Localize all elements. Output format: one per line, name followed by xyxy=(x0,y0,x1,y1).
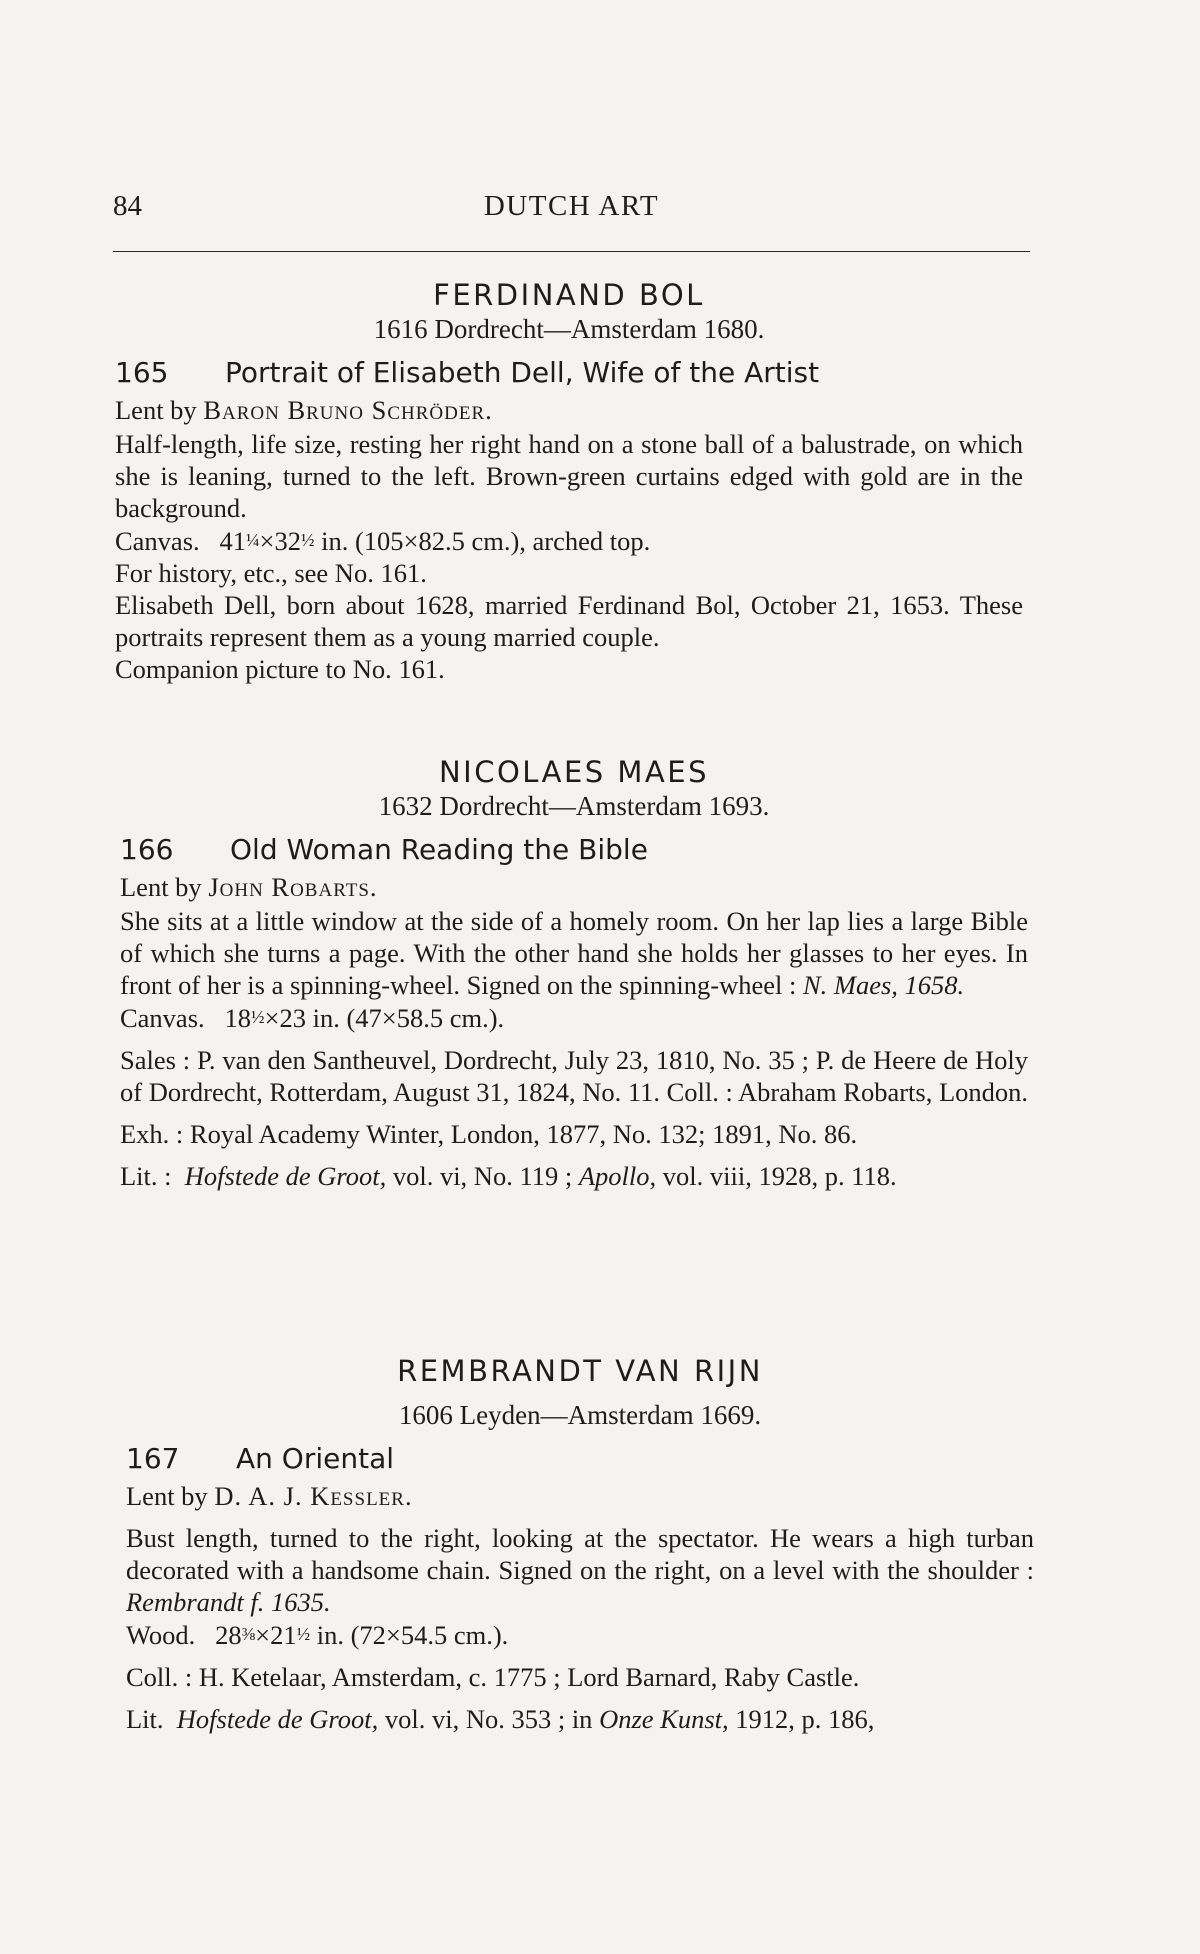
size-rest: in. (105×82.5 cm.), arched top. xyxy=(321,526,651,556)
literature-line xyxy=(120,1160,1028,1192)
size-whole-1: 41 xyxy=(219,526,247,556)
medium-size: Wood. 28⅜×21½ in. (72×54.5 cm.). xyxy=(126,1620,509,1650)
lender-name: D. A. J. Kessler. xyxy=(214,1481,413,1511)
exhibition-line: Exh. : Royal Academy Winter, London, 1877, No. 132; 1891, No. 86. xyxy=(120,1119,858,1149)
size-whole-2: 23 xyxy=(279,1003,306,1033)
entry-title: Portrait of Elisabeth Dell, Wife of the Artist xyxy=(225,356,820,389)
size-rest: in. (47×58.5 cm.). xyxy=(312,1003,505,1033)
collection-line: Coll. : H. Ketelaar, Amsterdam, c. 1775 ; Lord Barnard, Raby Castle. xyxy=(126,1662,860,1692)
history-line: For history, etc., see No. 161. xyxy=(115,558,427,588)
artist-section-bol xyxy=(115,278,1023,685)
lit-ref-2: Apollo, xyxy=(578,1161,657,1191)
lit-text-2: vol. viii, 1928, p. 118. xyxy=(662,1161,897,1191)
lit-ref-2: Onze Kunst, xyxy=(599,1704,729,1734)
lender-line xyxy=(120,871,1028,903)
artist-section-rembrandt xyxy=(126,1354,1034,1735)
entry-heading xyxy=(126,1440,1034,1478)
size-whole-1: 18 xyxy=(224,1003,252,1033)
size-frac-2: ½ xyxy=(300,530,315,550)
description-text: Bust length, turned to the right, looking at the spectator. He wears a high turban decorated with a handsome chain. Signed on the right, on a level with the shoulder : xyxy=(126,1523,1034,1585)
lender-line xyxy=(126,1480,1034,1512)
signature: N. Maes, 1658. xyxy=(802,970,965,1000)
signature: Rembrandt f. 1635. xyxy=(126,1587,331,1617)
entry-heading xyxy=(115,354,1023,392)
medium-size: Canvas. 41¼×32½ in. (105×82.5 cm.), arched top. xyxy=(115,526,651,556)
lit-text-1: vol. vi, No. 353 ; in xyxy=(384,1704,593,1734)
size-whole-2: 32 xyxy=(274,526,301,556)
lit-label: Lit. xyxy=(126,1704,164,1734)
size-frac-1: ¼ xyxy=(246,530,260,550)
size-whole-2: 21 xyxy=(270,1620,297,1650)
artist-name: NICOLAES MAES xyxy=(438,755,710,789)
entry-heading xyxy=(120,831,1028,869)
sales-line: Sales : P. van den Santheuvel, Dordrecht, July 23, 1810, No. 35 ; P. de Heere de Holy of Dordrecht, Rotterdam, August 31, 1824, No. 11. Coll. : Abraham Robarts, London. xyxy=(120,1045,1029,1107)
medium-size: Canvas. 18½×23 in. (47×58.5 cm.). xyxy=(120,1003,505,1033)
artist-section-maes xyxy=(120,755,1028,1192)
lit-text-1: vol. vi, No. 119 ; xyxy=(392,1161,573,1191)
entry-title: Old Woman Reading the Bible xyxy=(230,833,648,866)
page-header xyxy=(113,190,1030,230)
entry-title: An Oriental xyxy=(236,1442,395,1475)
entry-number: 167 xyxy=(126,1442,180,1475)
description-text: She sits at a little window at the side of a homely room. On her lap lies a large Bible of which she turns a page. With the other hand she holds her glasses to her eyes. In front of her is a spinning-wheel. Signed on the spinning-wheel : xyxy=(120,906,1028,1000)
artist-dates: 1606 Leyden—Amsterdam 1669. xyxy=(398,1400,762,1430)
description xyxy=(126,1522,1034,1618)
artist-dates: 1616 Dordrecht—Amsterdam 1680. xyxy=(373,314,765,344)
note: Elisabeth Dell, born about 1628, married Ferdinand Bol, October 21, 1653. These portraits represent them as a young married couple. xyxy=(115,590,1023,652)
entry-number: 165 xyxy=(115,356,169,389)
lit-text-2: 1912, p. 186, xyxy=(735,1704,875,1734)
artist-name: REMBRANDT VAN RIJN xyxy=(397,1354,763,1388)
size-rest: in. (72×54.5 cm.). xyxy=(316,1620,509,1650)
lit-label: Lit. : xyxy=(120,1161,172,1191)
artist-dates: 1632 Dordrecht—Amsterdam 1693. xyxy=(378,791,770,821)
description xyxy=(120,905,1028,1001)
lent-prefix: Lent by xyxy=(120,872,202,902)
header-rule xyxy=(113,251,1030,252)
size-whole-1: 28 xyxy=(215,1620,242,1650)
size-frac-2: ½ xyxy=(296,1624,311,1644)
medium: Canvas. xyxy=(115,526,200,556)
description: Half-length, life size, resting her right hand on a stone ball of a balustrade, on which she is leaning, turned to the left. Brown-green curtains edged with gold are in the background. xyxy=(115,429,1023,523)
lender-line xyxy=(115,394,1023,426)
size-frac-1: ⅜ xyxy=(241,1624,256,1644)
companion-line: Companion picture to No. 161. xyxy=(115,654,445,684)
medium: Wood. xyxy=(126,1620,196,1650)
literature-line xyxy=(126,1703,1034,1735)
lender-name: Baron Bruno Schröder. xyxy=(203,395,493,425)
entry-number: 166 xyxy=(120,833,174,866)
lent-prefix: Lent by xyxy=(126,1481,208,1511)
lender-name: John Robarts. xyxy=(208,872,378,902)
page-number: 84 xyxy=(113,190,142,222)
lit-ref-1: Hofstede de Groot, xyxy=(176,1704,379,1734)
artist-name: FERDINAND BOL xyxy=(433,278,705,312)
lent-prefix: Lent by xyxy=(115,395,197,425)
running-title: DUTCH ART xyxy=(483,190,660,222)
size-frac-1: ½ xyxy=(251,1007,265,1027)
medium: Canvas. xyxy=(120,1003,205,1033)
lit-ref-1: Hofstede de Groot, xyxy=(184,1161,387,1191)
